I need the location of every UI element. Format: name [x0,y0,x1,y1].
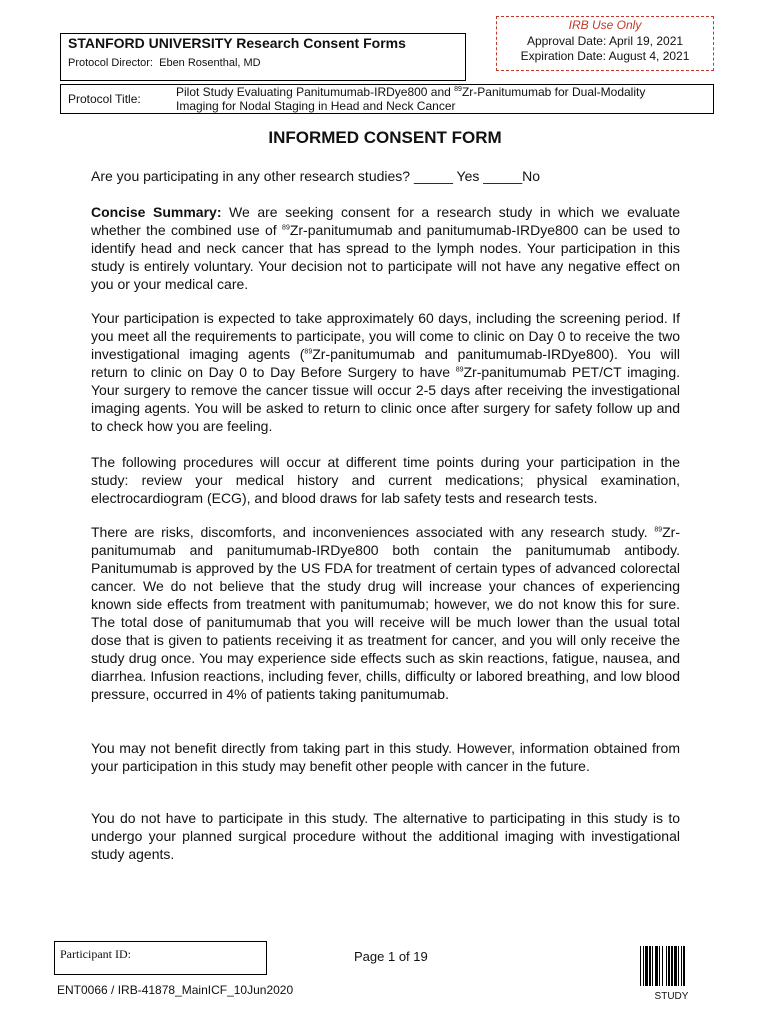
concise-summary-paragraph [91,203,680,293]
procedures-paragraph: The following procedures will occur at different time points during your participation in the study: review your medical history and current medications; physical examination, electrocardiogram (ECG), and blood draws for lab safety tests and research tests. [91,454,680,506]
paragraph-text: Zr-panitumumab and panitumumab-IRDye800). You will return to clinic on Day 0 to Day Before Surgery to have [91,346,681,380]
paragraph-text: There are risks, discomforts, and inconveniences associated with any research study. [91,524,655,540]
paragraph-text: Zr-panitumumab and panitumumab-IRDye800 both contain the panitumumab antibody. Panitumumab is approved by the US FDA for treatment of certain types of advanced colorectal cancer. We do not believe that the study drug will increase your chances of experiencing known side effects from treatment with panitumumab; however, we do not know this for sure. The total dose of panitumumab that you will receive will be much lower than the usual total dose that is given to patients receiving it as treatment for cancer, and you will only receive the study drug once. You may experience side effects such as skin reactions, fatigue, nausea, and diarrhea. Infusion reactions, including fever, chills, difficulty or labored breathing, and low blood pressure, occurred in 4% of patients taking panitumumab. [91,524,680,702]
document-id: ENT0066 / IRB-41878_MainICF_10Jun2020 [57,983,294,997]
paragraph-text: Zr-panitumumab and panitumumab-IRDye800 can be used to identify head and neck cancer that has spread to the lymph nodes. Your participation in this study is entirely voluntary. Your decision not to participate will not have any negative effect on you or your medical care. [91,222,681,292]
page-number: Page 1 of 19 [354,949,428,964]
protocol-title-part: Zr-Panitumumab for Dual-Modality [461,85,646,99]
paragraph-text: Your participation is expected to take approximately 60 days, including the screening period. If you meet all the requirements to participate, you will come to clinic on Day 0 to receive the two investigational imaging agents ( [91,310,680,362]
isotope-superscript: 89 [304,348,313,356]
protocol-title-part: Pilot Study Evaluating Panitumumab-IRDye800 and [176,85,455,99]
protocol-director [68,57,261,69]
protocol-title-part: Imaging for Nodal Staging in Head and Neck Cancer [176,99,456,113]
irb-approval-date: Approval Date: April 19, 2021 [526,34,684,48]
isotope-superscript: 89 [454,86,462,93]
irb-expiration-date: Expiration Date: August 4, 2021 [520,49,690,63]
barcode-icon [640,946,703,986]
institution-title: STANFORD UNIVERSITY Research Consent Forms [68,35,406,51]
paragraph-text: We are seeking consent for a research study in which we evaluate whether the combined use of [91,204,680,238]
participant-id-label: Participant ID: [60,947,131,961]
document-title: INFORMED CONSENT FORM [268,128,502,147]
director-label: Protocol Director: [68,57,153,69]
barcode-label: STUDY [654,991,689,1002]
isotope-superscript: 89 [654,526,663,534]
participation-question: Are you participating in any other research studies? _____ Yes _____No [91,168,541,184]
protocol-title-label: Protocol Title: [68,92,141,106]
alternatives-paragraph: You do not have to participate in this study. The alternative to participating in this study is to undergo your planned surgical procedure without the additional imaging with investigational study agents. [91,810,680,862]
isotope-superscript: 89 [282,224,290,232]
summary-label: Concise Summary: [91,204,222,220]
paragraph-text: Zr-panitumumab PET/CT imaging. Your surgery to remove the cancer tissue will occur 2-5 days after receiving the investigational imaging agents. You will be asked to return to clinic once after surgery for safety follow up and to check how you are feeling. [91,364,680,434]
irb-title: IRB Use Only [568,18,642,32]
director-name: Eben Rosenthal, MD [159,57,261,69]
protocol-title-text [176,85,645,113]
duration-paragraph [91,309,680,435]
benefits-paragraph: You may not benefit directly from taking part in this study. However, information obtained from your participation in this study may benefit other people with cancer in the future. [91,740,680,774]
isotope-superscript: 89 [455,366,464,374]
risks-paragraph [91,523,680,703]
